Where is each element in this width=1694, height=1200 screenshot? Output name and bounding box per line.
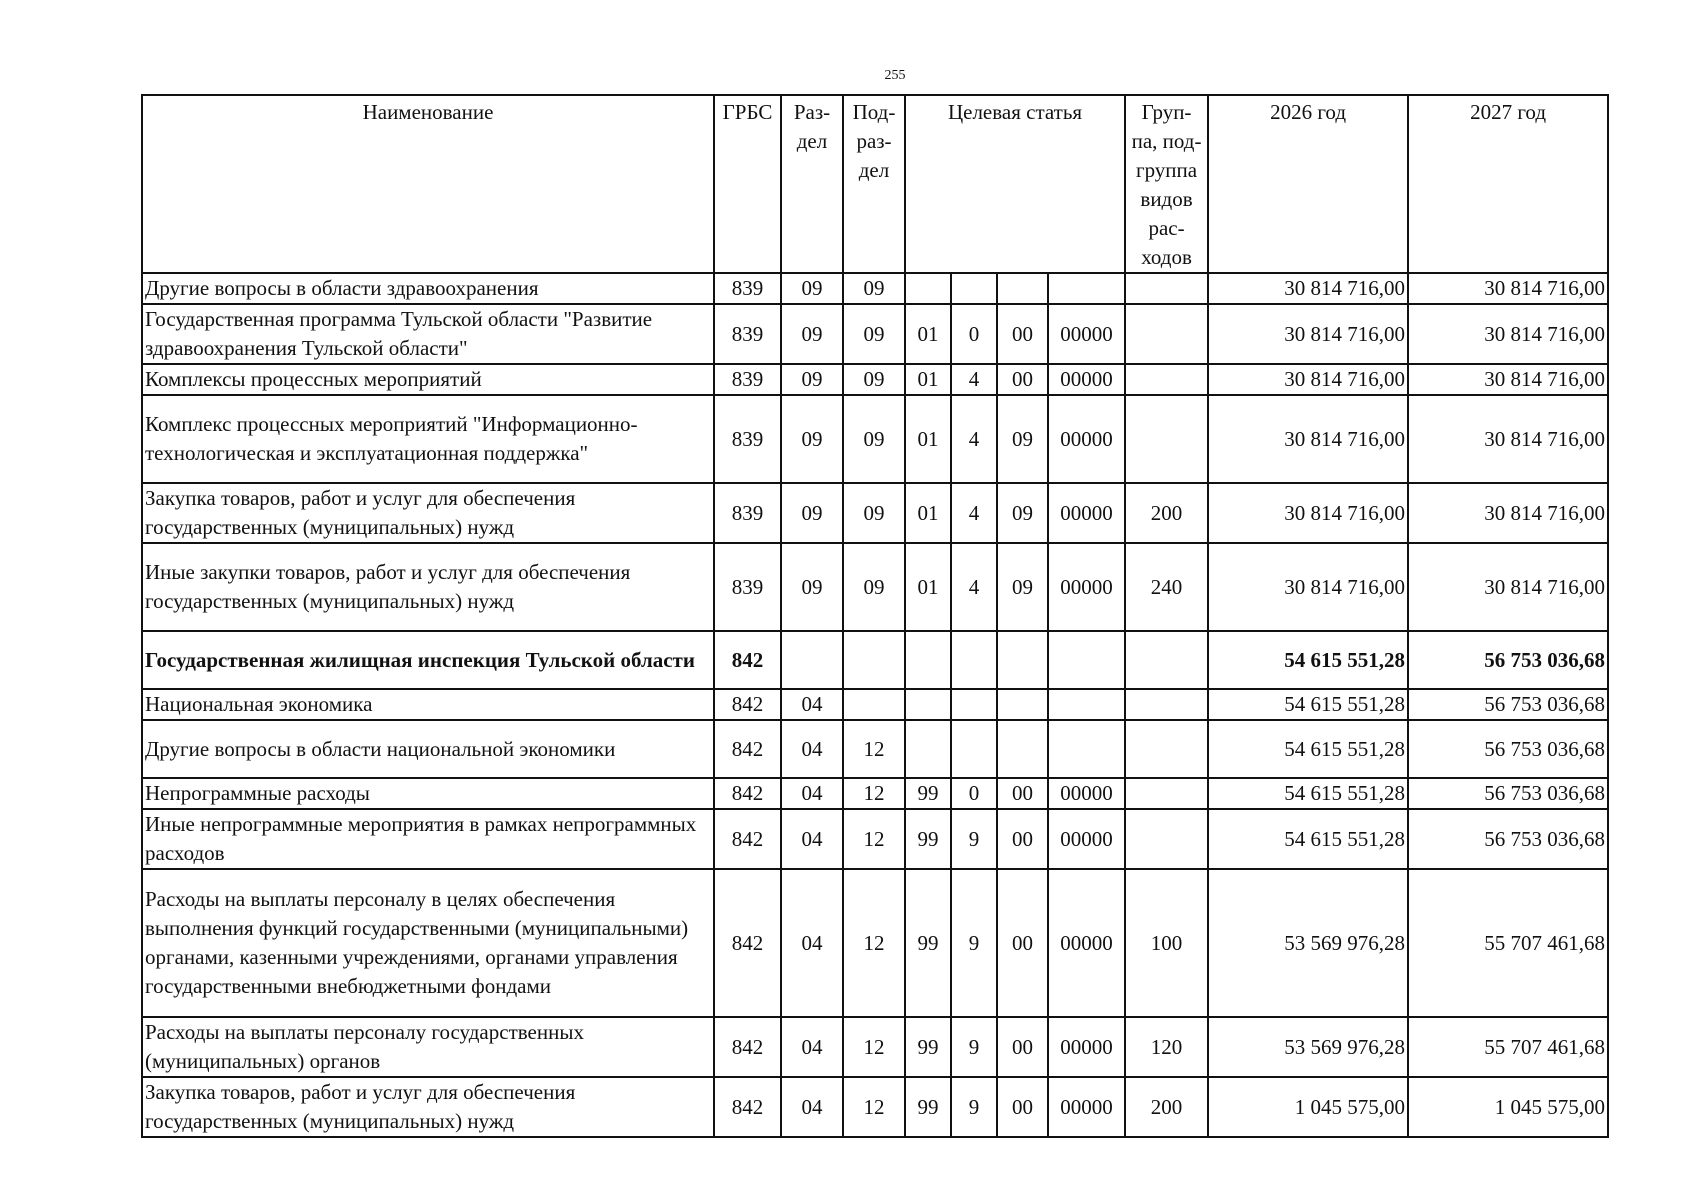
cell-expense-group — [1125, 778, 1208, 809]
cell-name: Комплекс процессных мероприятий "Информационно-технологическая и эксплуатационная поддержка" — [142, 395, 714, 483]
cell-amount-2026: 30 814 716,00 — [1208, 304, 1408, 364]
cell-amount-2026: 30 814 716,00 — [1208, 273, 1408, 304]
cell-target-direction — [1048, 631, 1125, 689]
cell-target-type: 0 — [951, 778, 997, 809]
table-row — [142, 273, 1608, 304]
cell-target-subprogram: 00 — [997, 869, 1048, 1017]
cell-name: Закупка товаров, работ и услуг для обеспечения государственных (муниципальных) нужд — [142, 1077, 714, 1137]
cell-grbs: 839 — [714, 395, 781, 483]
cell-name: Расходы на выплаты персоналу государственных (муниципальных) органов — [142, 1017, 714, 1077]
cell-expense-group: 200 — [1125, 483, 1208, 543]
cell-razdel: 09 — [781, 364, 843, 395]
cell-name: Непрограммные расходы — [142, 778, 714, 809]
cell-grbs: 842 — [714, 1017, 781, 1077]
cell-target-program: 01 — [905, 304, 951, 364]
cell-amount-2026: 30 814 716,00 — [1208, 543, 1408, 631]
cell-expense-group — [1125, 720, 1208, 778]
table-row — [142, 869, 1608, 1017]
cell-amount-2027: 55 707 461,68 — [1408, 869, 1608, 1017]
header-expense-group: Груп- па, под- группа видов рас- ходов — [1125, 95, 1208, 273]
cell-podrazdel — [843, 689, 905, 720]
cell-target-program — [905, 631, 951, 689]
table-header-row — [142, 95, 1608, 273]
cell-expense-group: 100 — [1125, 869, 1208, 1017]
cell-target-direction: 00000 — [1048, 395, 1125, 483]
table-row — [142, 631, 1608, 689]
cell-amount-2027: 30 814 716,00 — [1408, 364, 1608, 395]
cell-amount-2027: 30 814 716,00 — [1408, 483, 1608, 543]
cell-target-subprogram: 09 — [997, 395, 1048, 483]
cell-podrazdel: 12 — [843, 778, 905, 809]
cell-name: Иные непрограммные мероприятия в рамках непрограммных расходов — [142, 809, 714, 869]
cell-razdel: 04 — [781, 689, 843, 720]
cell-grbs: 842 — [714, 689, 781, 720]
cell-grbs: 839 — [714, 543, 781, 631]
cell-razdel: 04 — [781, 869, 843, 1017]
cell-target-program — [905, 273, 951, 304]
cell-target-subprogram: 09 — [997, 483, 1048, 543]
cell-target-type: 4 — [951, 395, 997, 483]
cell-razdel: 04 — [781, 778, 843, 809]
cell-target-program: 99 — [905, 1017, 951, 1077]
cell-grbs: 842 — [714, 778, 781, 809]
table-row — [142, 1017, 1608, 1077]
cell-razdel: 04 — [781, 1017, 843, 1077]
cell-name: Закупка товаров, работ и услуг для обеспечения государственных (муниципальных) нужд — [142, 483, 714, 543]
cell-amount-2026: 54 615 551,28 — [1208, 720, 1408, 778]
cell-target-subprogram — [997, 631, 1048, 689]
cell-podrazdel: 09 — [843, 543, 905, 631]
cell-target-type — [951, 273, 997, 304]
cell-amount-2026: 54 615 551,28 — [1208, 689, 1408, 720]
table-row — [142, 364, 1608, 395]
cell-target-direction: 00000 — [1048, 809, 1125, 869]
cell-target-program: 01 — [905, 395, 951, 483]
cell-amount-2026: 54 615 551,28 — [1208, 809, 1408, 869]
table-row — [142, 395, 1608, 483]
cell-grbs: 842 — [714, 1077, 781, 1137]
cell-target-direction: 00000 — [1048, 543, 1125, 631]
cell-target-program: 01 — [905, 364, 951, 395]
cell-podrazdel: 12 — [843, 809, 905, 869]
cell-name: Иные закупки товаров, работ и услуг для обеспечения государственных (муниципальных) нужд — [142, 543, 714, 631]
table-row — [142, 543, 1608, 631]
cell-target-type: 9 — [951, 869, 997, 1017]
cell-podrazdel: 12 — [843, 869, 905, 1017]
cell-target-program — [905, 689, 951, 720]
cell-target-program: 01 — [905, 483, 951, 543]
cell-amount-2026: 54 615 551,28 — [1208, 778, 1408, 809]
cell-target-type: 9 — [951, 1017, 997, 1077]
cell-grbs: 842 — [714, 720, 781, 778]
cell-target-type — [951, 689, 997, 720]
cell-amount-2026: 53 569 976,28 — [1208, 1017, 1408, 1077]
cell-amount-2026: 1 045 575,00 — [1208, 1077, 1408, 1137]
cell-target-direction: 00000 — [1048, 364, 1125, 395]
table-row — [142, 778, 1608, 809]
cell-grbs: 842 — [714, 809, 781, 869]
cell-target-direction: 00000 — [1048, 304, 1125, 364]
cell-target-subprogram — [997, 273, 1048, 304]
cell-name: Другие вопросы в области здравоохранения — [142, 273, 714, 304]
cell-name: Государственная жилищная инспекция Тульской области — [142, 631, 714, 689]
cell-podrazdel — [843, 631, 905, 689]
cell-target-subprogram: 00 — [997, 304, 1048, 364]
cell-target-subprogram: 00 — [997, 1077, 1048, 1137]
cell-amount-2026: 54 615 551,28 — [1208, 631, 1408, 689]
cell-target-subprogram: 00 — [997, 1017, 1048, 1077]
cell-target-type: 9 — [951, 1077, 997, 1137]
cell-amount-2027: 30 814 716,00 — [1408, 543, 1608, 631]
cell-name: Расходы на выплаты персоналу в целях обеспечения выполнения функций государственными (муниципальными) органами, казенными учреждениями, органами управления государственными внебюджетными фондами — [142, 869, 714, 1017]
cell-amount-2026: 30 814 716,00 — [1208, 395, 1408, 483]
cell-podrazdel: 09 — [843, 304, 905, 364]
cell-razdel: 09 — [781, 483, 843, 543]
cell-expense-group — [1125, 304, 1208, 364]
cell-amount-2026: 30 814 716,00 — [1208, 364, 1408, 395]
header-year-2026: 2026 год — [1208, 95, 1408, 273]
cell-expense-group — [1125, 364, 1208, 395]
cell-target-type: 4 — [951, 364, 997, 395]
cell-expense-group — [1125, 689, 1208, 720]
cell-target-direction: 00000 — [1048, 1017, 1125, 1077]
cell-name: Государственная программа Тульской области "Развитие здравоохранения Тульской области" — [142, 304, 714, 364]
cell-target-direction — [1048, 720, 1125, 778]
cell-razdel: 09 — [781, 543, 843, 631]
cell-expense-group — [1125, 395, 1208, 483]
cell-amount-2027: 55 707 461,68 — [1408, 1017, 1608, 1077]
cell-podrazdel: 12 — [843, 720, 905, 778]
cell-target-direction: 00000 — [1048, 778, 1125, 809]
cell-name: Комплексы процессных мероприятий — [142, 364, 714, 395]
cell-target-program: 01 — [905, 543, 951, 631]
cell-target-direction: 00000 — [1048, 869, 1125, 1017]
cell-amount-2027: 56 753 036,68 — [1408, 720, 1608, 778]
cell-target-type — [951, 631, 997, 689]
cell-razdel: 04 — [781, 1077, 843, 1137]
cell-name: Национальная экономика — [142, 689, 714, 720]
cell-target-program — [905, 720, 951, 778]
cell-target-direction — [1048, 273, 1125, 304]
header-target-article: Целевая статья — [905, 95, 1125, 273]
cell-grbs: 839 — [714, 364, 781, 395]
cell-expense-group: 240 — [1125, 543, 1208, 631]
cell-target-type: 9 — [951, 809, 997, 869]
cell-amount-2027: 30 814 716,00 — [1408, 395, 1608, 483]
cell-amount-2027: 56 753 036,68 — [1408, 778, 1608, 809]
cell-razdel: 09 — [781, 395, 843, 483]
cell-grbs: 842 — [714, 869, 781, 1017]
cell-expense-group — [1125, 809, 1208, 869]
cell-razdel: 04 — [781, 720, 843, 778]
cell-grbs: 839 — [714, 483, 781, 543]
cell-target-subprogram: 00 — [997, 809, 1048, 869]
cell-razdel: 09 — [781, 273, 843, 304]
cell-target-subprogram — [997, 689, 1048, 720]
cell-target-subprogram — [997, 720, 1048, 778]
header-year-2027: 2027 год — [1408, 95, 1608, 273]
cell-target-program: 99 — [905, 809, 951, 869]
cell-grbs: 839 — [714, 273, 781, 304]
budget-table — [141, 94, 1609, 1138]
cell-amount-2026: 30 814 716,00 — [1208, 483, 1408, 543]
table-row — [142, 809, 1608, 869]
header-grbs: ГРБС — [714, 95, 781, 273]
cell-amount-2027: 56 753 036,68 — [1408, 809, 1608, 869]
cell-grbs: 839 — [714, 304, 781, 364]
cell-podrazdel: 12 — [843, 1017, 905, 1077]
cell-amount-2027: 56 753 036,68 — [1408, 689, 1608, 720]
table-row — [142, 720, 1608, 778]
page-number: 255 — [884, 68, 906, 83]
cell-target-program: 99 — [905, 869, 951, 1017]
cell-target-direction — [1048, 689, 1125, 720]
cell-grbs: 842 — [714, 631, 781, 689]
cell-amount-2027: 56 753 036,68 — [1408, 631, 1608, 689]
cell-razdel: 09 — [781, 304, 843, 364]
cell-podrazdel: 09 — [843, 273, 905, 304]
cell-target-type: 4 — [951, 543, 997, 631]
header-podrazdel: Под- раз- дел — [843, 95, 905, 273]
cell-podrazdel: 09 — [843, 483, 905, 543]
cell-razdel — [781, 631, 843, 689]
cell-target-subprogram: 00 — [997, 778, 1048, 809]
cell-target-subprogram: 09 — [997, 543, 1048, 631]
cell-target-type — [951, 720, 997, 778]
table-row — [142, 1077, 1608, 1137]
cell-amount-2027: 30 814 716,00 — [1408, 304, 1608, 364]
cell-expense-group — [1125, 631, 1208, 689]
cell-target-direction: 00000 — [1048, 1077, 1125, 1137]
cell-expense-group — [1125, 273, 1208, 304]
cell-target-subprogram: 00 — [997, 364, 1048, 395]
cell-amount-2027: 30 814 716,00 — [1408, 273, 1608, 304]
table-row — [142, 304, 1608, 364]
header-razdel: Раз- дел — [781, 95, 843, 273]
cell-amount-2026: 53 569 976,28 — [1208, 869, 1408, 1017]
table-row — [142, 483, 1608, 543]
table-row — [142, 689, 1608, 720]
cell-expense-group: 120 — [1125, 1017, 1208, 1077]
cell-razdel: 04 — [781, 809, 843, 869]
cell-amount-2027: 1 045 575,00 — [1408, 1077, 1608, 1137]
cell-podrazdel: 09 — [843, 395, 905, 483]
cell-target-direction: 00000 — [1048, 483, 1125, 543]
cell-podrazdel: 09 — [843, 364, 905, 395]
cell-target-type: 4 — [951, 483, 997, 543]
cell-target-program: 99 — [905, 1077, 951, 1137]
cell-podrazdel: 12 — [843, 1077, 905, 1137]
cell-target-program: 99 — [905, 778, 951, 809]
header-name: Наименование — [142, 95, 714, 273]
table-body — [142, 273, 1608, 1137]
cell-expense-group: 200 — [1125, 1077, 1208, 1137]
cell-target-type: 0 — [951, 304, 997, 364]
cell-name: Другие вопросы в области национальной экономики — [142, 720, 714, 778]
